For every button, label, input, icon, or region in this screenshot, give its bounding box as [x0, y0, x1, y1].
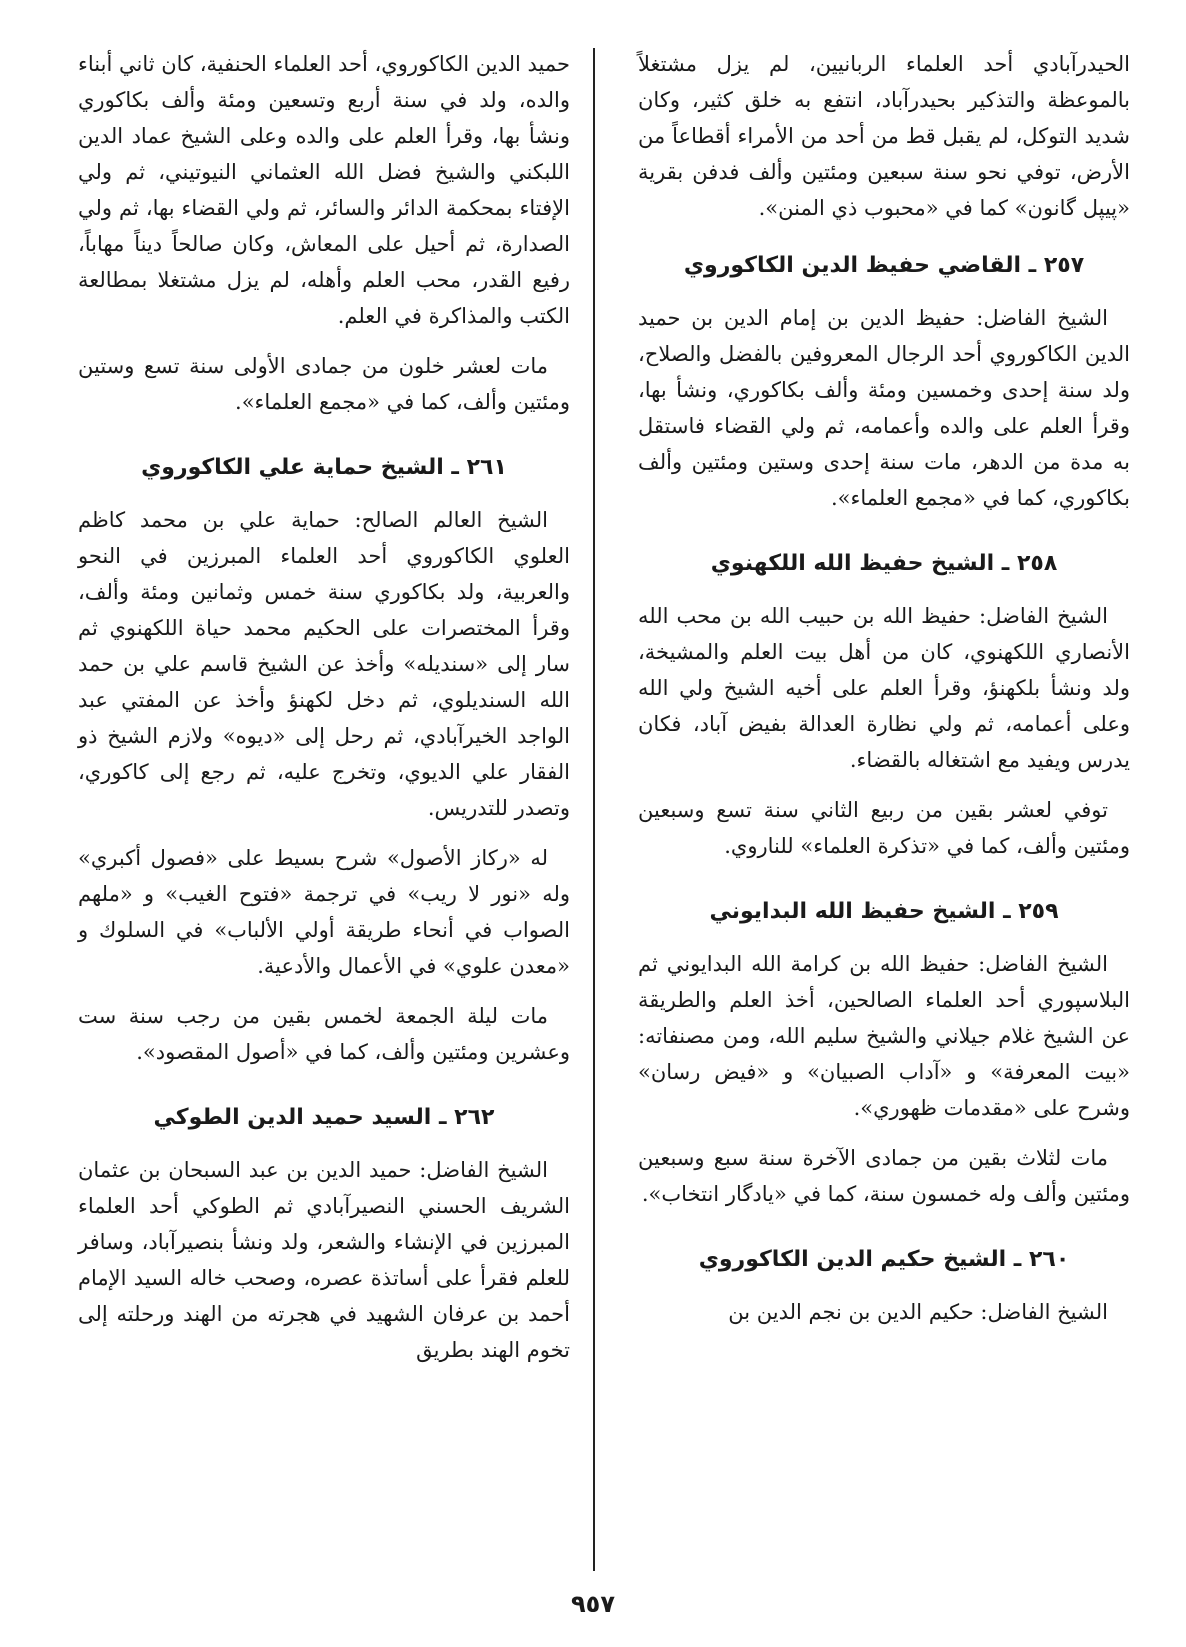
paragraph: مات لثلاث بقين من جمادى الآخرة سنة سبع وسبعين ومئتين وألف وله خمسون سنة، كما في «يادگار انتخاب». [638, 1146, 1130, 1206]
paragraph: الشيخ الفاضل: حميد الدين بن عبد السبحان بن عثمان الشريف الحسني النصيرآبادي ثم الطوكي أحد العلماء المبرزين في الإنشاء والشعر، ولد ونشأ بنصيرآباد، وسافر للعلم فقرأ على أساتذة عصره، وصحب خاله السيد الإمام أحمد بن عرفان الشهيد في هجرته من الهند ورحلته إلى تخوم الهند بطريق [78, 1158, 570, 1362]
paragraph: مات ليلة الجمعة لخمس بقين من رجب سنة ست وعشرين ومئتين وألف، كما في «أصول المقصود». [78, 1004, 570, 1064]
paragraph: الشيخ الفاضل: حفيظ الله بن حبيب الله بن محب الله الأنصاري اللكهنوي، كان من أهل بيت العلم والمشيخة، ولد ونشأ بلكهنؤ، وقرأ العلم على أخيه الشيخ ولي الله وعلى أعمامه، ثم ولي نظارة العدالة بفيض آباد، فكان يدرس ويفيد مع اشتغاله بالقضاء. [638, 604, 1130, 772]
entry-heading-259: ٢٥٩ ـ الشيخ حفيظ الله البدايوني [709, 899, 1059, 924]
paragraph: مات لعشر خلون من جمادى الأولى سنة تسع وستين ومئتين وألف، كما في «مجمع العلماء». [78, 354, 570, 414]
paragraph: توفي لعشر بقين من ربيع الثاني سنة تسع وسبعين ومئتين وألف، كما في «تذكرة العلماء» للناروي. [638, 798, 1130, 858]
right-column [638, 46, 1130, 1344]
entry-heading-260: ٢٦٠ ـ الشيخ حكيم الدين الكاكوروي [698, 1247, 1070, 1272]
column-divider [593, 48, 595, 1571]
paragraph: الشيخ الفاضل: حفيظ الدين بن إمام الدين بن حميد الدين الكاكوروي أحد الرجال المعروفين بالفضل والصلاح، ولد سنة إحدى وخمسين ومئة وألف بكاكوري، ونشأ بها، وقرأ العلم على والده وأعمامه، ثم ولي القضاء فاستقل به مدة من الدهر، مات سنة إحدى وستين ومئتين وألف بكاكوري، كما في «مجمع العلماء». [638, 306, 1130, 510]
paragraph: الشيخ الفاضل: حكيم الدين بن نجم الدين بن [728, 1300, 1108, 1324]
paragraph: الشيخ العالم الصالح: حماية علي بن محمد كاظم العلوي الكاكوروي أحد العلماء المبرزين في النحو والعربية، ولد بكاكوري سنة خمس وثمانين ومئة وألف، وقرأ المختصرات على الحكيم محمد حياة اللكهنوي ثم سار إلى «سنديله» وأخذ عن الشيخ قاسم علي بن حمد الله السنديلوي، ثم دخل لكهنؤ وأخذ عن المفتي عبد الواجد الخيرآبادي، ثم رحل إلى «ديوه» ولازم الشيخ ذو الفقار علي الديوي، وتخرج عليه، ثم رجع إلى كاكوري، وتصدر للتدريس. [78, 508, 570, 820]
paragraph: له «ركاز الأصول» شرح بسيط على «فصول أكبري» وله «نور لا ريب» في ترجمة «فتوح الغيب» و «ملهم الصواب في أنحاء طريقة أولي الألباب» في السلوك و «معدن علوي» في الأعمال والأدعية. [78, 846, 570, 978]
entry-heading-257: ٢٥٧ ـ القاضي حفيظ الدين الكاكوروي [683, 253, 1085, 278]
paragraph: حميد الدين الكاكوروي، أحد العلماء الحنفية، كان ثاني أبناء والده، ولد في سنة أربع وتسعين ومئة وألف بكاكوري ونشأ بها، وقرأ العلم على والده وعلى الشيخ عماد الدين اللبكني والشيخ فضل الله العثماني النيوتيني، ثم ولي الإفتاء بمحكمة الدائر والسائر، ثم ولي القضاء بها، ثم ولي الصدارة، ثم أحيل على المعاش، وكان صالحاً ديناً مهاباً، رفيع القدر، محب العلم وأهله، لم يزل مشتغلا بمطالعة الكتب والمذاكرة في العلم. [78, 52, 570, 328]
entry-heading-262: ٢٦٢ ـ السيد حميد الدين الطوكي [153, 1105, 495, 1130]
left-column [78, 46, 570, 1382]
paragraph: الشيخ الفاضل: حفيظ الله بن كرامة الله البدايوني ثم البلاسپوري أحد العلماء الصالحين، أخذ العلم والطريقة عن الشيخ غلام جيلاني والشيخ سليم الله، ومن مصنفاته: «بيت المعرفة» و «آداب الصبيان» و «فيض رسان» وشرح على «مقدمات ظهوري». [638, 952, 1130, 1120]
paragraph: الحيدرآبادي أحد العلماء الربانيين، لم يزل مشتغلاً بالموعظة والتذكير بحيدرآباد، انتفع به خلق كثير، وكان شديد التوكل، لم يقبل قط من أحد من الأمراء أقطاعاً من الأرض، توفي نحو سنة سبعين ومئتين وألف فدفن بقرية «پيپل گانون» كما في «محبوب ذي المنن». [638, 52, 1130, 220]
entry-heading-261: ٢٦١ ـ الشيخ حماية علي الكاكوروي [141, 455, 507, 480]
page-number: ٩٥٧ [571, 1590, 615, 1618]
entry-heading-258: ٢٥٨ ـ الشيخ حفيظ الله اللكهنوي [710, 551, 1058, 576]
